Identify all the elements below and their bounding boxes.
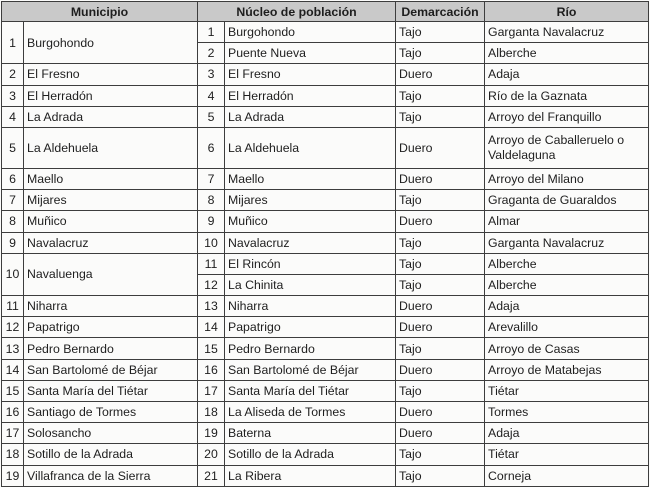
table-row xyxy=(2,296,649,317)
municipio-name: Niharra xyxy=(24,296,198,317)
municipio-name: Solosancho xyxy=(24,423,198,444)
rio-cell: Garganta Navalacruz xyxy=(485,232,649,253)
nucleo-number: 11 xyxy=(198,253,225,274)
municipio-number: 1 xyxy=(2,22,24,64)
nucleo-name: La Aliseda de Tormes xyxy=(225,402,396,423)
table-row xyxy=(2,402,649,423)
header-municipio: Municipio xyxy=(2,2,198,22)
header-nucleo: Núcleo de población xyxy=(198,2,396,22)
table-row xyxy=(2,423,649,444)
nucleo-number: 19 xyxy=(198,423,225,444)
municipio-name: Santa María del Tiétar xyxy=(24,380,198,401)
nucleo-number: 5 xyxy=(198,106,225,127)
municipio-number: 12 xyxy=(2,317,24,338)
nucleo-number: 4 xyxy=(198,85,225,106)
municipio-name: Navalacruz xyxy=(24,232,198,253)
demarcacion-cell: Tajo xyxy=(396,465,485,486)
rio-cell: Alberche xyxy=(485,253,649,274)
table-row xyxy=(2,380,649,401)
rio-cell: Adaja xyxy=(485,296,649,317)
nucleo-name: Papatrigo xyxy=(225,317,396,338)
municipio-name: Villafranca de la Sierra xyxy=(24,465,198,486)
demarcacion-cell: Duero xyxy=(396,296,485,317)
nucleo-number: 17 xyxy=(198,380,225,401)
demarcacion-cell: Duero xyxy=(396,317,485,338)
municipio-name: San Bartolomé de Béjar xyxy=(24,359,198,380)
nucleo-name: El Rincón xyxy=(225,253,396,274)
municipio-number: 6 xyxy=(2,168,24,189)
rio-cell: Alberche xyxy=(485,43,649,64)
nucleo-name: Niharra xyxy=(225,296,396,317)
demarcacion-cell: Duero xyxy=(396,402,485,423)
nucleo-name: Maello xyxy=(225,168,396,189)
municipio-number: 13 xyxy=(2,338,24,359)
demarcacion-cell: Tajo xyxy=(396,85,485,106)
demarcacion-cell: Tajo xyxy=(396,190,485,211)
demarcacion-cell: Duero xyxy=(396,423,485,444)
nucleo-name: La Ribera xyxy=(225,465,396,486)
table-row xyxy=(2,64,649,85)
municipio-number: 5 xyxy=(2,127,24,168)
municipio-name: Santiago de Tormes xyxy=(24,402,198,423)
table-row xyxy=(2,211,649,232)
nucleo-number: 7 xyxy=(198,168,225,189)
nucleo-number: 10 xyxy=(198,232,225,253)
nucleo-name: Burgohondo xyxy=(225,22,396,43)
municipio-name: Sotillo de la Adrada xyxy=(24,444,198,465)
header-row xyxy=(2,2,649,22)
nucleo-name: El Fresno xyxy=(225,64,396,85)
table-row xyxy=(2,359,649,380)
demarcacion-cell: Tajo xyxy=(396,338,485,359)
nucleo-name: Santa María del Tiétar xyxy=(225,380,396,401)
header-demarcacion: Demarcación xyxy=(396,2,485,22)
nucleo-number: 2 xyxy=(198,43,225,64)
nucleo-name: Puente Nueva xyxy=(225,43,396,64)
demarcacion-cell: Tajo xyxy=(396,380,485,401)
rio-cell: Arevalillo xyxy=(485,317,649,338)
nucleo-name: Sotillo de la Adrada xyxy=(225,444,396,465)
municipio-name: La Adrada xyxy=(24,106,198,127)
rio-cell: Alberche xyxy=(485,274,649,295)
municipio-number: 19 xyxy=(2,465,24,486)
municipio-number: 16 xyxy=(2,402,24,423)
municipio-name: Mijares xyxy=(24,190,198,211)
municipio-number: 4 xyxy=(2,106,24,127)
rio-cell: Arroyo del Franquillo xyxy=(485,106,649,127)
demarcacion-cell: Tajo xyxy=(396,444,485,465)
table-row xyxy=(2,317,649,338)
demarcacion-cell: Duero xyxy=(396,168,485,189)
rio-cell: Arroyo del Milano xyxy=(485,168,649,189)
demarcacion-cell: Tajo xyxy=(396,253,485,274)
municipio-name: Maello xyxy=(24,168,198,189)
municipio-number: 3 xyxy=(2,85,24,106)
demarcacion-cell: Duero xyxy=(396,127,485,168)
nucleo-name: Mijares xyxy=(225,190,396,211)
demarcacion-cell: Duero xyxy=(396,359,485,380)
municipio-number: 11 xyxy=(2,296,24,317)
municipio-number: 7 xyxy=(2,190,24,211)
rio-cell: Garganta Navalacruz xyxy=(485,22,649,43)
nucleo-name: Navalacruz xyxy=(225,232,396,253)
demarcacion-cell: Duero xyxy=(396,211,485,232)
rio-cell: Tormes xyxy=(485,402,649,423)
rio-cell: Adaja xyxy=(485,423,649,444)
table-row xyxy=(2,444,649,465)
municipio-name: Muñico xyxy=(24,211,198,232)
nucleo-number: 13 xyxy=(198,296,225,317)
municipio-number: 8 xyxy=(2,211,24,232)
table-row xyxy=(2,22,649,43)
municipio-number: 15 xyxy=(2,380,24,401)
demarcacion-cell: Duero xyxy=(396,64,485,85)
table-row xyxy=(2,253,649,274)
rio-cell: Almar xyxy=(485,211,649,232)
rio-cell: Corneja xyxy=(485,465,649,486)
nucleo-name: San Bartolomé de Béjar xyxy=(225,359,396,380)
nucleo-name: Pedro Bernardo xyxy=(225,338,396,359)
rio-cell: Tiétar xyxy=(485,380,649,401)
nucleo-number: 18 xyxy=(198,402,225,423)
table-row xyxy=(2,232,649,253)
rio-cell: Adaja xyxy=(485,64,649,85)
municipio-name: La Aldehuela xyxy=(24,127,198,168)
demarcacion-cell: Tajo xyxy=(396,274,485,295)
nucleo-number: 3 xyxy=(198,64,225,85)
nucleo-name: La Adrada xyxy=(225,106,396,127)
municipio-number: 18 xyxy=(2,444,24,465)
nucleo-number: 8 xyxy=(198,190,225,211)
nucleo-number: 21 xyxy=(198,465,225,486)
table-row xyxy=(2,106,649,127)
nucleo-name: El Herradón xyxy=(225,85,396,106)
nucleo-number: 6 xyxy=(198,127,225,168)
nucleo-name: Muñico xyxy=(225,211,396,232)
demarcacion-cell: Tajo xyxy=(396,43,485,64)
municipio-number: 17 xyxy=(2,423,24,444)
rio-cell: Arroyo de Matabejas xyxy=(485,359,649,380)
rio-cell: Graganta de Guaraldos xyxy=(485,190,649,211)
municipio-number: 2 xyxy=(2,64,24,85)
municipio-number: 10 xyxy=(2,253,24,295)
municipio-name: Burgohondo xyxy=(24,22,198,64)
nucleo-number: 1 xyxy=(198,22,225,43)
rio-cell: Arroyo de Caballeruelo o Valdelaguna xyxy=(485,127,649,168)
nucleo-number: 20 xyxy=(198,444,225,465)
demarcacion-cell: Tajo xyxy=(396,22,485,43)
rio-cell: Tiétar xyxy=(485,444,649,465)
table-row xyxy=(2,168,649,189)
demarcacion-cell: Tajo xyxy=(396,232,485,253)
nucleo-name: Baterna xyxy=(225,423,396,444)
nucleo-number: 12 xyxy=(198,274,225,295)
table-row xyxy=(2,338,649,359)
table-row xyxy=(2,127,649,168)
municipio-name: El Fresno xyxy=(24,64,198,85)
municipio-name: Navaluenga xyxy=(24,253,198,295)
municipio-name: Pedro Bernardo xyxy=(24,338,198,359)
table-row xyxy=(2,85,649,106)
table-row xyxy=(2,190,649,211)
nucleo-number: 14 xyxy=(198,317,225,338)
rio-cell: Arroyo de Casas xyxy=(485,338,649,359)
nucleo-number: 16 xyxy=(198,359,225,380)
nucleo-name: La Aldehuela xyxy=(225,127,396,168)
nucleo-name: La Chinita xyxy=(225,274,396,295)
municipio-number: 9 xyxy=(2,232,24,253)
municipio-name: El Herradón xyxy=(24,85,198,106)
demarcacion-cell: Tajo xyxy=(396,106,485,127)
municipio-number: 14 xyxy=(2,359,24,380)
rio-cell: Río de la Gaznata xyxy=(485,85,649,106)
municipalities-table xyxy=(1,1,649,487)
nucleo-number: 9 xyxy=(198,211,225,232)
header-rio: Río xyxy=(485,2,649,22)
nucleo-number: 15 xyxy=(198,338,225,359)
municipio-name: Papatrigo xyxy=(24,317,198,338)
table-row xyxy=(2,465,649,486)
